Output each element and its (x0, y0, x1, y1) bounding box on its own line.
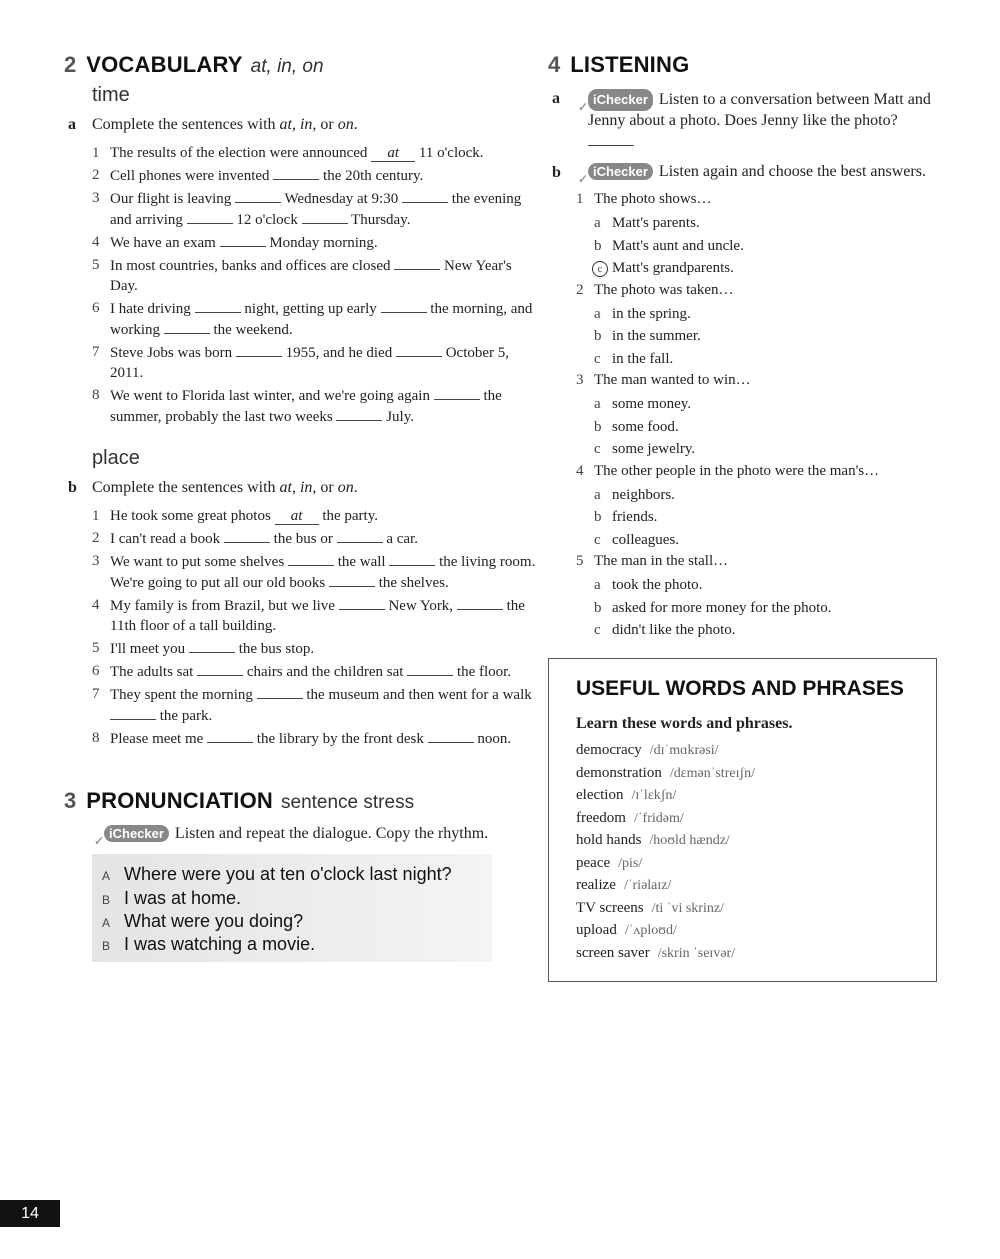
answer-option[interactable] (576, 393, 976, 416)
phonetic: /ˈriəlaɪz/ (623, 878, 672, 893)
blank-gap[interactable] (588, 131, 634, 146)
section-number: 4 (548, 52, 561, 77)
blank-gap[interactable] (207, 728, 253, 743)
question-number: 3 (576, 372, 584, 388)
dialogue-text: I was at home. (124, 888, 242, 908)
dialogue-line: A What were you doing? (102, 911, 304, 931)
exercise-item (92, 385, 542, 427)
item-number: 5 (92, 257, 100, 273)
question-text: The man wanted to win… (594, 372, 751, 388)
blank-gap[interactable] (396, 342, 442, 357)
option-letter: c (594, 531, 601, 548)
answer-option[interactable] (576, 235, 976, 258)
blank-gap[interactable] (224, 528, 270, 543)
listening-questions (576, 189, 976, 642)
listening-task-a: ✓ iChecker Listen to a conversation between Matt and Jenny about a photo. Does Jenny like the photo? (588, 89, 938, 152)
blank-gap[interactable] (220, 232, 266, 247)
word: TV screens (576, 899, 644, 916)
word-entry (576, 855, 755, 878)
phonetic: /ˈfridəm/ (633, 810, 684, 826)
blank-gap[interactable] (187, 209, 233, 224)
blank-gap[interactable] (164, 319, 210, 334)
item-number: 2 (92, 530, 100, 546)
answer-option[interactable] (576, 597, 976, 620)
ichecker-swoosh-icon: ✓ (94, 834, 105, 848)
ichecker-badge[interactable]: ✓ iChecker (588, 163, 653, 180)
question-text: The man in the stall… (594, 553, 729, 569)
place-instruction: Complete the sentences with at, in, or on. (92, 479, 358, 496)
option-letter: b (594, 418, 602, 435)
question (576, 280, 976, 301)
answer-option[interactable] (576, 212, 976, 235)
option-text: some jewelry. (612, 441, 696, 457)
option-letter (594, 257, 612, 280)
phonetic: /ɪˈlɛkʃn/ (631, 788, 677, 803)
question-text: The other people in the photo were the man's… (594, 462, 880, 479)
answer-option[interactable] (576, 506, 976, 529)
item-number: 2 (92, 167, 100, 183)
word-list (576, 742, 755, 967)
dialogue-line: B I was watching a movie. (102, 934, 316, 954)
exercise-item (92, 595, 542, 636)
item-number: 4 (92, 234, 100, 250)
answer-option[interactable] (576, 416, 976, 439)
option-text: Matt's aunt and uncle. (612, 237, 744, 254)
exercise-letter-b: b (68, 479, 77, 496)
question-text: The photo was taken… (594, 281, 734, 298)
blank-gap[interactable] (235, 188, 281, 203)
ichecker-swoosh-icon: ✓ (578, 100, 589, 114)
item-number: 3 (92, 190, 100, 206)
dialogue-text: Where were you at ten o'clock last night? (124, 864, 452, 884)
option-text: in the spring. (612, 305, 691, 322)
blank-gap[interactable] (428, 728, 474, 743)
blank-gap[interactable] (273, 165, 319, 180)
circled-answer-icon: c (592, 261, 608, 277)
question-number: 2 (576, 281, 584, 298)
exercise-item (92, 638, 542, 659)
blank-gap[interactable] (195, 298, 241, 313)
exercise-item (92, 255, 542, 296)
exercise-item (92, 298, 542, 340)
option-letter: c (594, 622, 601, 638)
dialogue-line: A Where were you at ten o'clock last night? (102, 864, 452, 884)
word-entry (576, 945, 755, 968)
item-text: Our flight is leaving Wednesday at 9:30 the evening and arriving 12 o'clock Thursday. (110, 188, 542, 230)
blank-gap[interactable] (337, 528, 383, 543)
place-heading: place (92, 447, 140, 469)
item-text: Please meet me the library by the front desk noon. (110, 728, 542, 749)
option-text: didn't like the photo. (612, 622, 736, 638)
phonetic: /hoʊld hændz/ (649, 833, 730, 848)
exercise-item (92, 143, 542, 163)
item-text: In most countries, banks and offices are closed New Year's Day. (110, 255, 542, 296)
exercise-item (92, 506, 542, 526)
option-text: friends. (612, 509, 658, 525)
pronunciation-heading (64, 788, 414, 814)
dialogue-text: I was watching a movie. (124, 934, 316, 954)
item-text: I hate driving night, getting up early the morning, and working the weekend. (110, 298, 542, 340)
blank-gap[interactable] (381, 298, 427, 313)
blank-gap[interactable] (457, 595, 503, 610)
blank-gap[interactable] (302, 209, 348, 224)
listening-task-b: ✓ iChecker Listen again and choose the best answers. (578, 163, 926, 186)
section-number: 3 (64, 788, 77, 813)
ichecker-swoosh-icon: ✓ (578, 172, 589, 186)
item-number: 8 (92, 730, 100, 746)
blank-gap[interactable] (339, 595, 385, 610)
option-text: asked for more money for the photo. (612, 599, 832, 616)
blank-gap[interactable] (236, 342, 282, 357)
word: election (576, 787, 624, 803)
ichecker-badge[interactable]: ✓ iChecker (104, 825, 169, 842)
useful-words-box (548, 658, 937, 982)
item-text: We want to put some shelves the wall the living room. We're going to put all our old books the shelves. (110, 551, 542, 593)
word-entry (576, 810, 755, 833)
blank-gap[interactable] (402, 188, 448, 203)
word-entry (576, 900, 755, 923)
exercise-item (92, 684, 542, 726)
answer-option[interactable] (576, 303, 976, 326)
option-letter: a (594, 305, 601, 322)
phonetic: /ˈʌploʊd/ (624, 923, 677, 938)
word-entry (576, 742, 755, 765)
item-number: 1 (92, 145, 100, 161)
ichecker-badge[interactable]: ✓ iChecker (588, 89, 653, 111)
exercise-item (92, 165, 542, 186)
option-letter: b (594, 509, 602, 525)
option-letter: a (594, 215, 601, 231)
place-exercise-list (92, 506, 542, 751)
question-number: 1 (576, 191, 584, 207)
item-text: He took some great photos at the party. (110, 508, 378, 524)
section-title: VOCABULARY (86, 52, 243, 77)
question (576, 370, 976, 391)
blank-gap[interactable] (110, 705, 156, 720)
option-letter: b (594, 599, 602, 616)
option-letter: c (594, 441, 601, 457)
option-letter: a (594, 396, 601, 412)
item-text: I can't read a book the bus or a car. (110, 528, 542, 549)
word: freedom (576, 809, 626, 826)
exercise-item (92, 551, 542, 593)
item-text: We went to Florida last winter, and we're going again the summer, probably the last two weeks July. (110, 385, 542, 427)
answer-option[interactable] (576, 574, 976, 597)
useful-words-subtitle: Learn these words and phrases. (576, 715, 793, 732)
question (576, 189, 976, 210)
exercise-item (92, 232, 542, 253)
word: realize (576, 877, 616, 893)
item-text: The results of the election were announced at 11 o'clock. (110, 145, 484, 161)
phonetic: /dɛmənˈstreɪʃn/ (669, 765, 756, 781)
exercise-item (92, 728, 542, 749)
word-entry (576, 832, 755, 855)
item-number: 3 (92, 553, 100, 569)
exercise-item (92, 188, 542, 230)
section-title: PRONUNCIATION (86, 788, 273, 813)
option-text: took the photo. (612, 577, 703, 593)
question-number: 5 (576, 553, 584, 569)
option-text: Matt's parents. (612, 215, 700, 231)
page-number: 14 (0, 1200, 60, 1227)
item-number: 5 (92, 640, 100, 656)
section-subtitle: sentence stress (281, 792, 415, 813)
word: peace (576, 854, 611, 871)
pronunciation-instruction: ✓ iChecker Listen and repeat the dialogue. Copy the rhythm. (94, 825, 489, 848)
option-text: Matt's grandparents. (612, 260, 734, 276)
phonetic: /pis/ (618, 855, 643, 871)
item-number: 8 (92, 387, 100, 403)
item-text: They spent the morning the museum and then went for a walk the park. (110, 684, 542, 726)
item-text: My family is from Brazil, but we live New York, the 11th floor of a tall building. (110, 595, 542, 636)
listening-heading (548, 52, 689, 78)
item-number: 4 (92, 597, 100, 613)
option-text: in the fall. (612, 350, 674, 367)
example-answer: at (275, 508, 319, 525)
option-text: neighbors. (612, 486, 675, 503)
blank-gap[interactable] (189, 638, 235, 653)
option-letter: a (594, 486, 601, 503)
dialogue-line: B I was at home. (102, 888, 242, 908)
example-answer: at (371, 145, 415, 162)
item-number: 6 (92, 300, 100, 316)
blank-gap[interactable] (329, 572, 375, 587)
exercise-item (92, 342, 542, 383)
section-subtitle: at, in, on (250, 56, 324, 77)
word-entry (576, 765, 755, 788)
exercise-item (92, 661, 542, 682)
answer-option[interactable] (576, 619, 976, 642)
question-text: The photo shows… (594, 191, 712, 207)
phonetic: /skrin ˈseɪvər/ (657, 945, 736, 961)
blank-gap[interactable] (389, 551, 435, 566)
question-number: 4 (576, 462, 584, 479)
section-title: LISTENING (570, 52, 690, 77)
answer-option[interactable] (576, 529, 976, 552)
item-text: We have an exam Monday morning. (110, 232, 542, 253)
exercise-item (92, 528, 542, 549)
answer-option[interactable] (576, 325, 976, 348)
word: hold hands (576, 832, 642, 848)
option-text: some money. (612, 396, 692, 412)
exercise-letter-a: a (68, 116, 76, 133)
word: upload (576, 922, 617, 938)
item-text: The adults sat chairs and the children sat the floor. (110, 661, 542, 682)
time-instruction: Complete the sentences with at, in, or on. (92, 116, 358, 133)
phonetic: /ti ˈvi skrinz/ (651, 900, 724, 916)
option-letter: b (594, 328, 602, 344)
item-text: Cell phones were invented the 20th century. (110, 165, 542, 186)
item-text: Steve Jobs was born 1955, and he died October 5, 2011. (110, 342, 542, 383)
blank-gap[interactable] (407, 661, 453, 676)
word-entry (576, 922, 755, 945)
dialogue-text: What were you doing? (124, 911, 304, 931)
blank-gap[interactable] (288, 551, 334, 566)
item-number: 7 (92, 686, 100, 702)
word-entry (576, 877, 755, 900)
answer-option[interactable] (576, 348, 976, 371)
item-number: 6 (92, 663, 100, 679)
word: screen saver (576, 944, 650, 961)
question (576, 461, 976, 482)
listening-letter-b: b (552, 164, 561, 181)
question (576, 551, 976, 572)
item-text: I'll meet you the bus stop. (110, 638, 542, 659)
option-letter: b (594, 237, 602, 254)
time-heading: time (92, 84, 130, 106)
option-text: in the summer. (612, 328, 701, 344)
useful-words-title: USEFUL WORDS AND PHRASES (576, 677, 904, 700)
word: demonstration (576, 764, 662, 781)
blank-gap[interactable] (336, 406, 382, 421)
answer-option[interactable] (576, 484, 976, 507)
option-letter: a (594, 577, 601, 593)
option-text: some food. (612, 418, 679, 435)
phonetic: /dɪˈmɑkrəsi/ (649, 743, 719, 758)
blank-gap[interactable] (394, 255, 440, 270)
section-number: 2 (64, 52, 77, 77)
word-entry (576, 787, 755, 810)
blank-gap[interactable] (257, 684, 303, 699)
option-letter: c (594, 350, 601, 367)
time-exercise-list (92, 143, 542, 429)
vocabulary-heading (64, 52, 324, 78)
answer-option[interactable] (576, 257, 976, 280)
answer-option[interactable] (576, 438, 976, 461)
listening-letter-a: a (552, 90, 560, 107)
blank-gap[interactable] (197, 661, 243, 676)
item-number: 7 (92, 344, 100, 360)
item-number: 1 (92, 508, 100, 524)
option-text: colleagues. (612, 531, 680, 548)
blank-gap[interactable] (434, 385, 480, 400)
dialogue-box (92, 854, 492, 962)
word: democracy (576, 742, 642, 758)
